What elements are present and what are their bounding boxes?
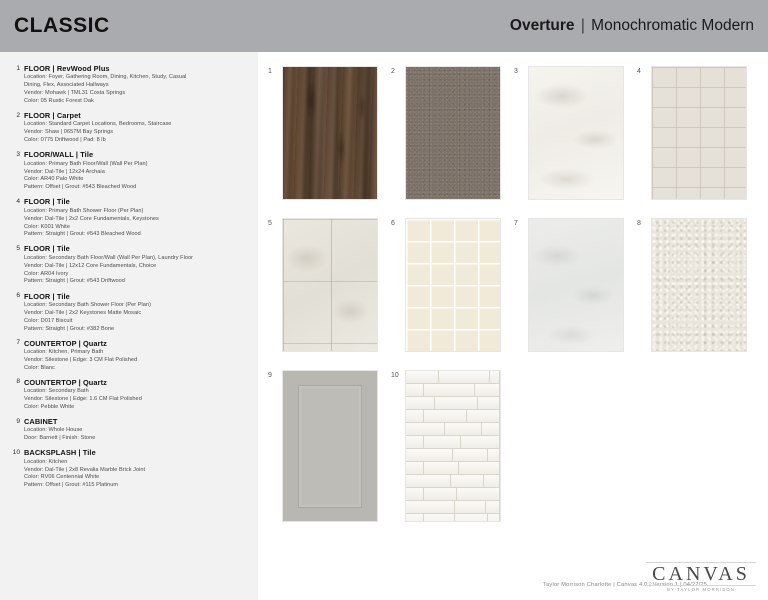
spec-detail-line: Color: K001 White <box>24 223 70 230</box>
subway-tile <box>406 384 424 396</box>
subway-tile <box>424 410 467 422</box>
subway-tile <box>453 449 488 461</box>
subway-tile <box>406 410 424 422</box>
subway-tile <box>482 423 500 435</box>
spec-number: 2 <box>16 111 20 119</box>
spec-title: FLOOR | Tile <box>24 197 70 207</box>
spec-detail-line: Pattern: Offset | Grout: #115 Platinum <box>24 482 119 489</box>
revwood-plus-floor-swatch <box>282 66 378 200</box>
swatch-cell <box>514 218 637 370</box>
logo-tagline: BY TAYLOR MORRISON <box>667 587 735 592</box>
spec-number: 3 <box>16 150 20 158</box>
spec-detail-line: Location: Secondary Bath <box>24 388 89 395</box>
cabinet-door-panel <box>298 385 362 508</box>
spec-body <box>24 197 252 239</box>
spec-title: BACKSPLASH | Tile <box>24 448 96 458</box>
spec-detail-line: Color: AR04 Ivory <box>24 270 69 277</box>
spec-item <box>6 150 252 192</box>
swatch-index: 9 <box>268 372 272 379</box>
spec-detail-line: Vendor: Silestone | Edge: 1.6 CM Flat Polished <box>24 396 142 403</box>
subway-tile <box>435 397 478 409</box>
specification-panel <box>0 52 258 600</box>
spec-detail-line: Location: Primary Bath Floor/Wall (Wall Per Plan) <box>24 160 148 167</box>
footer-meta: Taylor Morrison Charlotte | Canvas 4.0 | Version 1 | 04/22/25 <box>543 582 708 588</box>
subway-tile-row <box>406 436 500 449</box>
shower-floor-tile-swatch <box>651 66 747 200</box>
primary-bath-tile-swatch <box>528 66 624 200</box>
spec-number: 7 <box>16 339 20 347</box>
secondary-shower-mosaic-swatch <box>405 218 501 352</box>
spec-detail-line: Vendor: Shaw | 0657M Bay Springs <box>24 129 114 136</box>
swatch-cell <box>391 370 514 522</box>
subway-tile-row <box>406 488 500 501</box>
swatch-index: 5 <box>268 220 272 227</box>
subway-tile <box>406 436 424 448</box>
spec-detail-line: Location: Secondary Bath Floor/Wall (Wall Per Plan), Laundry Floor <box>24 254 194 261</box>
spec-detail-line: Color: 05 Rustic Forest Oak <box>24 98 94 105</box>
spec-item <box>6 197 252 239</box>
subway-tile <box>461 436 500 448</box>
subway-tile-row <box>406 501 500 514</box>
spec-body <box>24 378 252 412</box>
subway-tile <box>406 397 435 409</box>
spec-number: 5 <box>16 244 20 252</box>
spec-body <box>24 292 252 334</box>
spec-body <box>24 339 252 373</box>
spec-body <box>24 64 252 106</box>
subway-tile <box>439 371 490 383</box>
subway-tile <box>478 397 500 409</box>
subway-tile <box>406 488 424 500</box>
subway-tile <box>451 475 484 487</box>
spec-body <box>24 244 252 286</box>
subway-tile-row <box>406 397 500 410</box>
spec-number: 10 <box>12 448 20 456</box>
spec-number: 1 <box>16 64 20 72</box>
spec-item <box>6 111 252 145</box>
swatch-index: 3 <box>514 68 518 75</box>
spec-detail-line: Color: RV06 Centennial White <box>24 474 100 481</box>
secondary-bath-tile-swatch <box>282 218 378 352</box>
subway-tile <box>406 475 451 487</box>
spec-body <box>24 448 252 490</box>
spec-number: 6 <box>16 292 20 300</box>
subway-tile <box>406 423 445 435</box>
spec-item <box>6 244 252 286</box>
subway-tile <box>490 371 500 383</box>
swatch-index: 4 <box>637 68 641 75</box>
spec-detail-line: Door: Barnett | Finish: Stone <box>24 435 96 442</box>
spec-number: 9 <box>16 417 20 425</box>
kitchen-quartz-swatch <box>528 218 624 352</box>
subway-tile <box>475 384 500 396</box>
subway-tile <box>488 514 500 522</box>
swatch-panel <box>258 52 768 600</box>
spec-detail-line: Vendor: Dal-Tile | 12x24 Archaia <box>24 168 105 175</box>
spec-detail-line: Vendor: Dal-Tile | 12x12 Core Fundamentals, Choice <box>24 262 157 269</box>
subway-tile-row <box>406 475 500 488</box>
collection-brand: Overture <box>509 17 575 34</box>
spec-title: FLOOR/WALL | Tile <box>24 150 94 160</box>
spec-detail-line: Pattern: Straight | Grout: #382 Bone <box>24 325 115 332</box>
style-title: CLASSIC <box>14 14 110 37</box>
swatch-cell <box>637 66 760 218</box>
spec-detail-line: Vendor: Dal-Tile | 2x2 Keystones Matte Mosaic <box>24 309 142 316</box>
subway-tile <box>467 410 500 422</box>
spec-title: COUNTERTOP | Quartz <box>24 338 107 348</box>
backsplash-tile-swatch <box>405 370 501 522</box>
spec-item <box>6 448 252 490</box>
subway-tile-row <box>406 384 500 397</box>
spec-detail-line: Pattern: Straight | Grout: #543 Driftwood <box>24 278 125 285</box>
subway-tile <box>488 449 500 461</box>
subway-tile <box>455 501 486 513</box>
swatch-index: 10 <box>391 372 399 379</box>
title-separator: | <box>580 17 585 34</box>
spec-detail-line: Location: Primary Bath Shower Floor (Per Plan) <box>24 207 144 214</box>
swatch-grid <box>268 66 760 522</box>
swatch-cell <box>391 66 514 218</box>
canvas-logo <box>646 562 756 593</box>
subway-tile <box>486 501 500 513</box>
spec-detail-line: Vendor: Dal-Tile | 2x8 Revalia Marble Brick Joint <box>24 466 146 473</box>
subway-tile <box>424 462 459 474</box>
swatch-index: 6 <box>391 220 395 227</box>
subway-tile-row <box>406 462 500 475</box>
collection-subtitle: Monochromatic Modern <box>591 17 754 34</box>
spec-item <box>6 417 252 443</box>
spec-title: FLOOR | Tile <box>24 291 70 301</box>
subway-tile-row <box>406 514 500 522</box>
spec-title: FLOOR | RevWood Plus <box>24 64 110 73</box>
subway-tile <box>455 514 488 522</box>
collection-title <box>510 17 754 35</box>
spec-detail-line: Color: Blanc <box>24 364 55 371</box>
subway-tile <box>406 462 424 474</box>
swatch-cell <box>268 218 391 370</box>
subway-tile-row <box>406 410 500 423</box>
spec-body <box>24 111 252 145</box>
subway-tile <box>406 371 439 383</box>
spec-detail-line: Location: Whole House <box>24 427 83 434</box>
swatch-cell <box>514 66 637 218</box>
specification-list <box>6 64 252 490</box>
spec-detail-line: Dining, Flex, Associated Hallways <box>24 82 109 89</box>
spec-detail-line: Location: Kitchen <box>24 458 68 465</box>
subway-tile <box>424 488 457 500</box>
spec-title: COUNTERTOP | Quartz <box>24 377 107 387</box>
swatch-cell <box>268 66 391 218</box>
swatch-index: 1 <box>268 68 272 75</box>
spec-item <box>6 292 252 334</box>
subway-tile <box>459 462 500 474</box>
spec-item <box>6 64 252 106</box>
swatch-index: 8 <box>637 220 641 227</box>
subway-tile-row <box>406 449 500 462</box>
swatch-index: 2 <box>391 68 395 75</box>
subway-tile <box>424 436 461 448</box>
page-header <box>0 0 768 52</box>
subway-tile <box>406 501 455 513</box>
secondary-quartz-swatch <box>651 218 747 352</box>
logo-mark <box>646 562 756 586</box>
swatch-index: 7 <box>514 220 518 227</box>
spec-item <box>6 339 252 373</box>
spec-detail-line: Location: Kitchen, Primary Bath <box>24 348 104 355</box>
subway-tile <box>406 449 453 461</box>
spec-detail-line: Location: Foyer, Gathering Room, Dining, Kitchen, Study, Casual <box>24 74 187 81</box>
spec-item <box>6 378 252 412</box>
spec-body <box>24 417 252 443</box>
carpet-swatch <box>405 66 501 200</box>
spec-detail-line: Location: Secondary Bath Shower Floor (Per Plan) <box>24 301 151 308</box>
spec-detail-line: Pattern: Straight | Grout: #543 Bleached Wood <box>24 231 141 238</box>
spec-title: FLOOR | Tile <box>24 244 70 254</box>
spec-detail-line: Color: 0775 Driftwood | Pad: 8 lb <box>24 137 106 144</box>
spec-detail-line: Vendor: Dal-Tile | 2x2 Core Fundamentals, Keystones <box>24 215 159 222</box>
subway-tile-row <box>406 371 500 384</box>
spec-detail-line: Location: Standard Carpet Locations, Bedrooms, Staircase <box>24 121 172 128</box>
spec-title: CABINET <box>24 417 58 426</box>
swatch-cell <box>391 218 514 370</box>
spec-number: 4 <box>16 197 20 205</box>
spec-detail-line: Color: D017 Biscuit <box>24 317 73 324</box>
subway-tile <box>424 384 475 396</box>
subway-tile <box>484 475 500 487</box>
subway-tile-row <box>406 423 500 436</box>
spec-detail-line: Color: AR40 Palo White <box>24 176 84 183</box>
spec-detail-line: Pattern: Offset | Grout: #543 Bleached Wood <box>24 184 137 191</box>
subway-tile <box>424 514 455 522</box>
spec-title: FLOOR | Carpet <box>24 111 81 121</box>
swatch-cell <box>637 218 760 370</box>
cabinet-door-swatch <box>282 370 378 522</box>
subway-tile <box>406 514 424 522</box>
spec-detail-line: Vendor: Mohawk | TML31 Costa Springs <box>24 90 126 97</box>
logo-wordmark: CANVAS <box>652 562 750 585</box>
spec-body <box>24 150 252 192</box>
swatch-cell <box>268 370 391 522</box>
spec-detail-line: Vendor: Silestone | Edge: 3 CM Flat Polished <box>24 356 138 363</box>
subway-tile <box>445 423 482 435</box>
subway-tile <box>457 488 500 500</box>
spec-detail-line: Color: Pebble White <box>24 403 75 410</box>
spec-number: 8 <box>16 378 20 386</box>
